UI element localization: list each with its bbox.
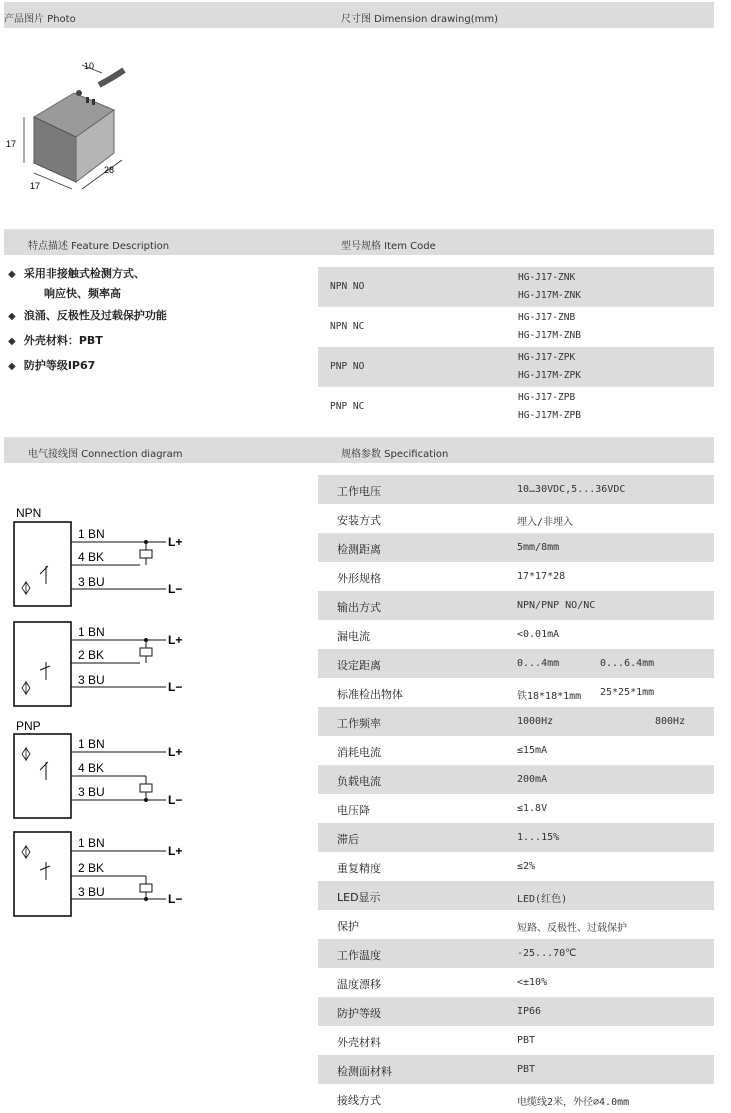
spec-value: 铁18*18*1mm bbox=[517, 691, 582, 702]
svg-text:L+: L+ bbox=[168, 633, 183, 647]
svg-text:1 BN: 1 BN bbox=[78, 625, 105, 639]
spec-key: 设定距离 bbox=[337, 659, 381, 672]
spec-value: 17*17*28 bbox=[517, 571, 566, 582]
spec-value: PBT bbox=[517, 1035, 536, 1046]
svg-text:L+: L+ bbox=[168, 535, 183, 549]
item-code-row: NPN NC HG-J17-ZNB HG-J17M-ZNB bbox=[330, 312, 581, 341]
svg-text:3 BU: 3 BU bbox=[78, 785, 105, 799]
feature-item: ◆ 外壳材料：PBT bbox=[8, 334, 103, 347]
spec-key: 工作温度 bbox=[337, 949, 381, 962]
spec-row bbox=[318, 504, 714, 533]
spec-key: 保护 bbox=[337, 920, 359, 933]
spec-value: -25...70℃ bbox=[517, 948, 577, 959]
spec-value-secondary: 25*25*1mm bbox=[600, 687, 655, 698]
spec-key: 工作电压 bbox=[337, 485, 381, 498]
spec-row bbox=[318, 707, 714, 736]
diagram-npn-nc bbox=[14, 622, 182, 706]
diamond-bullet-icon: ◆ bbox=[8, 311, 16, 322]
spec-row bbox=[318, 997, 714, 1026]
spec-key: 漏电流 bbox=[337, 630, 370, 643]
spec-value: 0...4mm bbox=[517, 658, 560, 669]
item-code-title: 型号规格 Item Code bbox=[341, 241, 436, 252]
spec-value: PBT bbox=[517, 1064, 536, 1075]
spec-title: 规格参数 Specification bbox=[341, 449, 449, 460]
spec-key: 接线方式 bbox=[337, 1094, 381, 1107]
connection-title: 电气接线图 Connection diagram bbox=[28, 449, 183, 460]
feature-item: ◆ 防护等级IP67 bbox=[8, 359, 96, 372]
spec-row bbox=[318, 881, 714, 910]
spec-row bbox=[318, 939, 714, 968]
spec-row bbox=[318, 678, 714, 707]
item-code-row: PNP NO HG-J17-ZPK HG-J17M-ZPK bbox=[318, 347, 714, 387]
svg-text:4 BK: 4 BK bbox=[78, 550, 105, 564]
spec-row bbox=[318, 562, 714, 591]
spec-value: 短路、反极性、过载保护 bbox=[517, 923, 627, 934]
spec-value: LED(红色) bbox=[517, 894, 568, 905]
spec-value: ≤2% bbox=[517, 861, 536, 872]
connection-diagrams bbox=[10, 500, 210, 920]
spec-row bbox=[318, 910, 714, 939]
svg-text:3 BU: 3 BU bbox=[78, 885, 105, 899]
spec-key: 温度漂移 bbox=[337, 978, 381, 991]
svg-text:3 BU: 3 BU bbox=[78, 673, 105, 687]
spec-row bbox=[318, 649, 714, 678]
spec-row bbox=[318, 620, 714, 649]
spec-key: 检测距离 bbox=[337, 543, 381, 556]
spec-key: 防护等级 bbox=[337, 1007, 381, 1020]
svg-text:L−: L− bbox=[168, 680, 183, 694]
spec-key: 外形规格 bbox=[337, 572, 381, 585]
spec-row bbox=[318, 475, 714, 504]
diagram-pnp-nc bbox=[14, 832, 182, 916]
svg-text:2 BK: 2 BK bbox=[78, 861, 105, 875]
spec-row bbox=[318, 533, 714, 562]
npn-label: NPN bbox=[16, 506, 42, 520]
dim-17-width: 17 bbox=[30, 181, 41, 191]
svg-text:4 BK: 4 BK bbox=[78, 761, 105, 775]
spec-value: 200mA bbox=[517, 774, 548, 785]
diamond-bullet-icon: ◆ bbox=[8, 361, 16, 372]
spec-row bbox=[318, 1026, 714, 1055]
dim-10: 10 bbox=[84, 61, 95, 71]
spec-row bbox=[318, 968, 714, 997]
svg-text:1 BN: 1 BN bbox=[78, 527, 105, 541]
svg-text:L+: L+ bbox=[168, 745, 183, 759]
spec-row bbox=[318, 794, 714, 823]
spec-value: 10…30VDC,5...36VDC bbox=[517, 484, 626, 495]
spec-value: 电缆线2米，外径∅4.0mm bbox=[517, 1097, 630, 1108]
connection-header-bar bbox=[4, 437, 714, 463]
dim-17-height: 17 bbox=[6, 139, 17, 149]
spec-key: 外壳材料 bbox=[337, 1036, 381, 1049]
spec-value: 埋入/非埋入 bbox=[517, 517, 574, 528]
item-code-row: PNP NC HG-J17-ZPB HG-J17M-ZPB bbox=[330, 392, 581, 421]
svg-text:2 BK: 2 BK bbox=[78, 648, 105, 662]
svg-text:L−: L− bbox=[168, 582, 183, 596]
spec-key: 输出方式 bbox=[337, 601, 381, 614]
svg-text:L−: L− bbox=[168, 892, 183, 906]
spec-key: 消耗电流 bbox=[337, 746, 381, 759]
spec-row bbox=[318, 591, 714, 620]
spec-value-secondary: 0...6.4mm bbox=[600, 658, 655, 669]
feature-header-bar bbox=[4, 229, 714, 255]
feature-title: 特点描述 Feature Description bbox=[28, 241, 170, 252]
spec-row bbox=[318, 823, 714, 852]
spec-value: ≤15mA bbox=[517, 745, 548, 756]
svg-text:3 BU: 3 BU bbox=[78, 575, 105, 589]
spec-row bbox=[318, 852, 714, 881]
spec-key: 重复精度 bbox=[337, 862, 381, 875]
svg-text:L+: L+ bbox=[168, 844, 183, 858]
spec-value: <±10% bbox=[517, 977, 548, 988]
spec-value: 1000Hz bbox=[517, 716, 554, 727]
spec-key: 电压降 bbox=[337, 804, 370, 817]
dimension-title: 尺寸图 Dimension drawing(mm) bbox=[341, 14, 499, 25]
feature-item-continued: 响应快、频率高 bbox=[44, 287, 121, 300]
spec-value: <0.01mA bbox=[517, 629, 560, 640]
spec-row bbox=[318, 736, 714, 765]
spec-row bbox=[318, 1055, 714, 1084]
svg-text:1 BN: 1 BN bbox=[78, 737, 105, 751]
spec-key: 负载电流 bbox=[337, 775, 381, 788]
svg-text:1 BN: 1 BN bbox=[78, 836, 105, 850]
spec-key: 检测面材料 bbox=[337, 1065, 392, 1078]
spec-value: NPN/PNP NO/NC bbox=[517, 600, 596, 611]
svg-text:L−: L− bbox=[168, 793, 183, 807]
dim-28: 28 bbox=[104, 165, 115, 175]
product-photo bbox=[4, 55, 144, 195]
spec-value-secondary: 800Hz bbox=[655, 716, 686, 727]
diamond-bullet-icon: ◆ bbox=[8, 269, 16, 280]
spec-value: IP66 bbox=[517, 1006, 542, 1017]
diagram-pnp-no bbox=[14, 734, 182, 818]
feature-item: ◆ 浪涌、反极性及过载保护功能 bbox=[8, 309, 167, 322]
spec-value: 1...15% bbox=[517, 832, 560, 843]
photo-title: 产品图片 Photo bbox=[4, 14, 76, 25]
spec-row bbox=[318, 765, 714, 794]
spec-value: 5mm/8mm bbox=[517, 542, 560, 553]
spec-key: 滞后 bbox=[337, 833, 359, 846]
diagram-npn-no bbox=[14, 522, 182, 606]
spec-value: ≤1.8V bbox=[517, 803, 548, 814]
photo-header-bar bbox=[4, 2, 714, 28]
diamond-bullet-icon: ◆ bbox=[8, 336, 16, 347]
feature-item: ◆ 采用非接触式检测方式、 bbox=[8, 267, 145, 280]
spec-key: 工作频率 bbox=[337, 717, 381, 730]
spec-key: LED显示 bbox=[337, 891, 381, 904]
item-code-row: NPN NO HG-J17-ZNK HG-J17M-ZNK bbox=[318, 267, 714, 307]
pnp-label: PNP bbox=[16, 719, 41, 733]
spec-key: 标准检出物体 bbox=[337, 688, 403, 701]
spec-key: 安装方式 bbox=[337, 514, 381, 527]
